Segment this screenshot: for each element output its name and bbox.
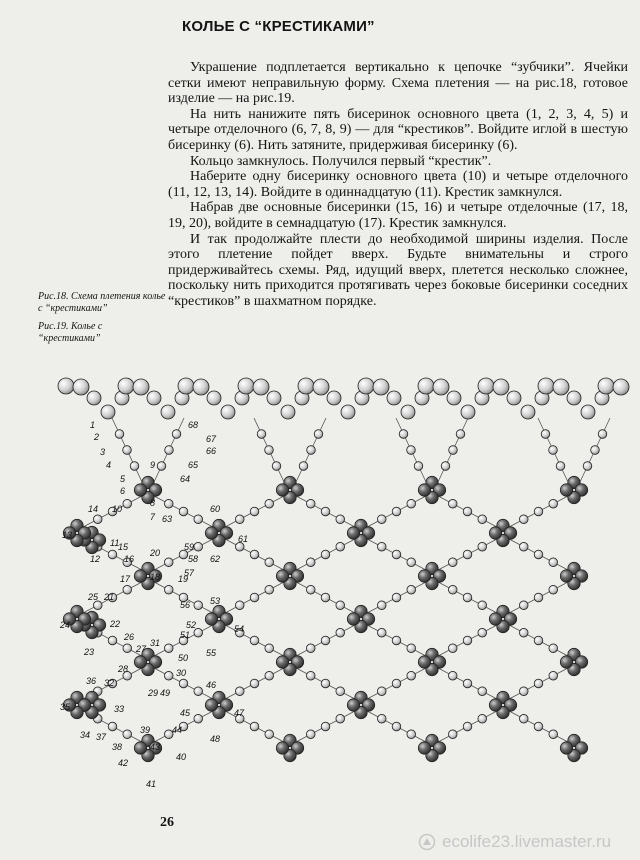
net-bead: [123, 446, 132, 455]
bead-number-label: 37: [96, 732, 107, 742]
net-bead: [265, 585, 274, 594]
net-bead: [534, 722, 543, 731]
net-bead: [250, 679, 259, 688]
net-bead: [463, 593, 472, 602]
net-bead: [549, 671, 558, 680]
chain-bead: [358, 378, 374, 394]
bead-number-label: 13: [62, 530, 73, 540]
bead-number-label: 2: [94, 432, 100, 442]
net-bead: [392, 722, 401, 731]
net-bead: [519, 515, 528, 524]
net-bead: [478, 601, 487, 610]
bead-number-label: 29: [148, 688, 159, 698]
net-bead: [399, 430, 408, 439]
bead-number-label: 58: [188, 554, 199, 564]
bead-number-label: 66: [206, 446, 217, 456]
net-bead: [336, 515, 345, 524]
paragraph-3: Кольцо замкнулось. Получился первый “крестик”.: [190, 153, 492, 169]
watermark: [418, 832, 611, 852]
net-bead: [306, 730, 315, 739]
bead-number-label: 26: [124, 632, 135, 642]
net-bead: [448, 644, 457, 653]
net-bead: [123, 730, 132, 739]
bead-number-label: 54: [234, 624, 245, 634]
net-bead: [448, 499, 457, 508]
net-bead: [407, 499, 416, 508]
net-bead: [377, 542, 386, 551]
net-bead: [392, 593, 401, 602]
net-bead: [108, 550, 117, 559]
chain-bead: [58, 378, 74, 394]
bead-number-label: 5: [120, 474, 126, 484]
chain-bead: [238, 378, 254, 394]
net-bead: [463, 679, 472, 688]
chain-bead: [581, 405, 595, 419]
chain-bead: [161, 405, 175, 419]
net-bead: [164, 499, 173, 508]
bead-number-label: 61: [238, 534, 249, 544]
net-bead: [157, 462, 166, 471]
net-bead: [478, 515, 487, 524]
net-bead: [549, 644, 558, 653]
bead-number-label: 1: [90, 420, 96, 430]
net-bead: [549, 499, 558, 508]
net-bead: [549, 446, 558, 455]
net-bead: [235, 515, 244, 524]
net-bead: [265, 558, 274, 567]
bead-number-label: 17: [120, 574, 131, 584]
bead-number-label: 22: [110, 619, 121, 629]
paragraph-1: Украшение подплетается вертикально к цепочке “зубчики”. Ячейки сетки имеют неправильную форму. Схема плетения — на рис.18, готовое изделие — на рис.19.: [168, 60, 628, 107]
bead-number-label: 65: [188, 460, 199, 470]
bead-number-label: 52: [186, 620, 197, 630]
chain-bead: [118, 378, 134, 394]
net-bead: [519, 628, 528, 637]
bead-number-label: 20: [150, 548, 161, 558]
net-bead: [414, 462, 423, 471]
net-bead: [336, 687, 345, 696]
net-bead: [272, 462, 281, 471]
bead-number-label: 3: [100, 447, 106, 457]
net-bead: [549, 730, 558, 739]
bead-number-label: 55: [206, 648, 217, 658]
net-bead: [448, 671, 457, 680]
bead-number-label: 64: [180, 474, 191, 484]
bead-number-label: 63: [162, 514, 173, 524]
net-bead: [314, 430, 323, 439]
cross-bead: [418, 656, 430, 668]
cross-bead: [418, 570, 430, 582]
bead-number-label: 59: [184, 542, 195, 552]
bead-number-label: 18: [150, 572, 161, 582]
bead-number-label: 68: [188, 420, 199, 430]
net-bead: [583, 462, 592, 471]
net-bead: [306, 499, 315, 508]
page-title: КОЛЬЕ С “КРЕСТИКАМИ”: [182, 18, 375, 35]
watermark-text: ecolife23.livemaster.ru: [442, 832, 612, 851]
net-bead: [250, 507, 259, 516]
page-number: 26: [160, 815, 174, 830]
net-bead: [519, 714, 528, 723]
chain-bead: [101, 405, 115, 419]
bead-number-label: 23: [84, 647, 95, 657]
bead-number-label: 32: [104, 678, 115, 688]
net-bead: [194, 515, 203, 524]
net-bead: [392, 507, 401, 516]
chain-bead: [461, 405, 475, 419]
cross-bead: [134, 742, 146, 754]
chain-bead: [447, 391, 461, 405]
net-bead: [321, 593, 330, 602]
bead-number-label: 31: [150, 638, 161, 648]
cross-bead: [560, 742, 572, 754]
net-bead: [392, 679, 401, 688]
cross-bead: [418, 484, 430, 496]
bead-number-label: 53: [210, 596, 221, 606]
net-bead: [549, 558, 558, 567]
bead-number-label: 45: [180, 708, 191, 718]
cross-bead: [560, 484, 572, 496]
net-bead: [448, 558, 457, 567]
net-bead: [377, 628, 386, 637]
chain-bead: [553, 379, 569, 395]
net-bead: [164, 585, 173, 594]
beading-diagram: [0, 350, 640, 820]
net-bead: [306, 558, 315, 567]
bead-number-label: 6: [120, 486, 126, 496]
bead-number-label: 34: [80, 730, 91, 740]
net-bead: [194, 601, 203, 610]
net-bead: [541, 430, 550, 439]
bead-number-label: 4: [106, 460, 112, 470]
net-bead: [306, 671, 315, 680]
bead-number-label: 21: [104, 592, 115, 602]
net-bead: [534, 507, 543, 516]
net-bead: [519, 687, 528, 696]
bead-number-label: 39: [140, 725, 151, 735]
bead-number-label: 40: [176, 752, 187, 762]
bead-number-label: 10: [112, 504, 123, 514]
chain-bead: [207, 391, 221, 405]
bead-number-label: 9: [150, 460, 156, 470]
bead-number-label: 24: [60, 620, 71, 630]
bead-number-label: 14: [88, 504, 99, 514]
net-bead: [194, 542, 203, 551]
cross-bead: [276, 742, 288, 754]
net-bead: [441, 462, 450, 471]
net-bead: [336, 628, 345, 637]
bead-number-label: 30: [176, 668, 187, 678]
chain-bead: [373, 379, 389, 395]
cross-bead: [347, 699, 359, 711]
cross-bead: [489, 613, 501, 625]
net-bead: [407, 644, 416, 653]
net-bead: [123, 644, 132, 653]
net-bead: [336, 714, 345, 723]
net-bead: [130, 462, 139, 471]
bead-number-label: 15: [118, 542, 129, 552]
cross-bead: [205, 527, 217, 539]
net-bead: [164, 671, 173, 680]
net-bead: [250, 593, 259, 602]
bead-number-label: 43: [150, 742, 161, 752]
chain-bead: [313, 379, 329, 395]
net-bead: [336, 601, 345, 610]
net-bead: [172, 430, 181, 439]
chain-bead: [267, 391, 281, 405]
net-bead: [534, 636, 543, 645]
livemaster-logo-icon: [418, 833, 436, 851]
cross-bead: [489, 527, 501, 539]
net-bead: [392, 550, 401, 559]
net-bead: [265, 730, 274, 739]
figure-18-caption: Рис.18. Схема плетения колье с “крестиками”: [38, 291, 166, 314]
bead-number-label: 62: [210, 554, 221, 564]
net-bead: [377, 601, 386, 610]
net-bead: [478, 628, 487, 637]
chain-bead: [567, 391, 581, 405]
net-bead: [321, 679, 330, 688]
bead-number-label: 41: [146, 779, 157, 789]
net-bead: [235, 687, 244, 696]
bead-number-label: 19: [178, 574, 189, 584]
bead-number-label: 25: [88, 592, 99, 602]
net-bead: [250, 550, 259, 559]
bead-number-label: 42: [118, 758, 129, 768]
cross-bead: [560, 570, 572, 582]
chain-bead: [193, 379, 209, 395]
chain-bead: [281, 405, 295, 419]
net-bead: [123, 499, 132, 508]
net-bead: [519, 601, 528, 610]
chain-bead: [298, 378, 314, 394]
net-bead: [478, 714, 487, 723]
net-bead: [556, 462, 565, 471]
net-bead: [377, 515, 386, 524]
net-bead: [478, 687, 487, 696]
chain-bead: [341, 405, 355, 419]
net-bead: [115, 430, 124, 439]
chain-bead: [87, 391, 101, 405]
net-bead: [306, 585, 315, 594]
net-bead: [306, 644, 315, 653]
net-bead: [407, 558, 416, 567]
net-bead: [179, 679, 188, 688]
paragraph-6: И так продолжайте плести до необходимой ширины изделия. После этого плетение пойдет вверх. Будьте внимательны и строго придерживайтесь схемы. Ряд, идущий вверх, плетется несколько сложнее, поскольку нить приходится протягивать через боковые бисеринки соседних “крестиков” в шахматном порядке.: [168, 231, 628, 309]
bead-number-label: 16: [124, 554, 135, 564]
bead-number-label: 28: [118, 664, 129, 674]
bead-number-label: 49: [160, 688, 171, 698]
chain-bead: [538, 378, 554, 394]
net-bead: [321, 550, 330, 559]
bead-number-label: 48: [210, 734, 221, 744]
bead-number-label: 51: [180, 630, 191, 640]
bead-number-label: 56: [180, 600, 191, 610]
bead-number-label: 11: [110, 538, 120, 548]
bead-number-label: 35: [60, 702, 71, 712]
net-bead: [534, 550, 543, 559]
net-bead: [598, 430, 607, 439]
net-bead: [250, 722, 259, 731]
net-bead: [463, 507, 472, 516]
net-bead: [265, 644, 274, 653]
chain-bead: [598, 378, 614, 394]
chain-bead: [178, 378, 194, 394]
net-bead: [519, 542, 528, 551]
chain-bead: [521, 405, 535, 419]
net-bead: [407, 585, 416, 594]
net-bead: [377, 714, 386, 723]
net-bead: [534, 679, 543, 688]
cross-bead: [205, 699, 217, 711]
bead-number-label: 57: [184, 568, 195, 578]
net-bead: [407, 671, 416, 680]
net-bead: [179, 507, 188, 516]
bead-number-label: 67: [206, 434, 217, 444]
cross-bead: [205, 613, 217, 625]
chain-bead: [387, 391, 401, 405]
figure-19-caption: Рис.19. Колье с “крестиками”: [38, 321, 103, 344]
net-bead: [534, 593, 543, 602]
net-bead: [299, 462, 308, 471]
net-bead: [478, 542, 487, 551]
cross-bead: [276, 570, 288, 582]
net-bead: [392, 636, 401, 645]
bead-number-label: 38: [112, 742, 123, 752]
net-bead: [463, 722, 472, 731]
paragraph-4: Наберите одну бисеринку основного цвета (10) и четыре отделочного (11, 12, 13, 14). Войдите в одиннадцатую (11). Крестик замкнулся.: [168, 169, 628, 200]
paragraph-2: На нить нанижите пять бисеринок основного цвета (1, 2, 3, 4, 5) и четыре отделочного (6, 7, 8, 9) — для “крестиков”. Войдите иглой в шестую бисеринку (6). Нить затяните, придерживая бисеринку (6).: [168, 106, 628, 153]
chain-bead: [507, 391, 521, 405]
net-bead: [257, 430, 266, 439]
net-bead: [307, 446, 316, 455]
paragraph-5: Набрав две основные бисеринки (15, 16) и четыре отделочные (17, 18, 19, 20), войдите в семнадцатую (17). Крестик замкнулся.: [168, 200, 628, 231]
net-bead: [194, 687, 203, 696]
net-bead: [463, 550, 472, 559]
cross-bead: [347, 613, 359, 625]
net-bead: [407, 730, 416, 739]
cross-bead: [347, 527, 359, 539]
bead-number-label: 46: [206, 680, 217, 690]
net-bead: [265, 671, 274, 680]
net-bead: [449, 446, 458, 455]
net-bead: [456, 430, 465, 439]
net-bead: [549, 585, 558, 594]
net-bead: [123, 585, 132, 594]
net-bead: [336, 542, 345, 551]
chain-bead: [478, 378, 494, 394]
bead-number-label: 44: [172, 725, 183, 735]
net-bead: [448, 730, 457, 739]
bead-number-label: 8: [150, 498, 156, 508]
net-bead: [377, 687, 386, 696]
cross-bead: [276, 484, 288, 496]
chain-bead: [147, 391, 161, 405]
chain-bead: [433, 379, 449, 395]
net-bead: [321, 507, 330, 516]
bead-number-label: 47: [234, 708, 245, 718]
cross-bead: [560, 656, 572, 668]
net-bead: [235, 601, 244, 610]
chain-bead: [221, 405, 235, 419]
bead-number-label: 50: [178, 653, 189, 663]
cross-bead: [276, 656, 288, 668]
chain-bead: [613, 379, 629, 395]
cross-bead: [489, 699, 501, 711]
net-bead: [591, 446, 600, 455]
bead-number-label: 12: [90, 554, 101, 564]
chain-bead: [327, 391, 341, 405]
net-bead: [194, 714, 203, 723]
bead-number-label: 33: [114, 704, 125, 714]
chain-bead: [133, 379, 149, 395]
chain-bead: [73, 379, 89, 395]
net-bead: [164, 644, 173, 653]
net-bead: [165, 446, 174, 455]
chain-bead: [493, 379, 509, 395]
net-bead: [164, 558, 173, 567]
instructions-text: [168, 60, 628, 310]
net-bead: [448, 585, 457, 594]
chain-bead: [418, 378, 434, 394]
bead-number-label: 36: [86, 676, 97, 686]
net-bead: [250, 636, 259, 645]
chain-bead: [401, 405, 415, 419]
net-bead: [93, 601, 102, 610]
net-bead: [463, 636, 472, 645]
chain-bead: [253, 379, 269, 395]
cross-bead: [134, 484, 146, 496]
bead-number-label: 60: [210, 504, 221, 514]
net-bead: [108, 636, 117, 645]
bead-number-label: 7: [150, 512, 156, 522]
net-bead: [265, 446, 274, 455]
net-bead: [407, 446, 416, 455]
cross-bead: [134, 656, 146, 668]
net-bead: [265, 499, 274, 508]
cross-bead: [418, 742, 430, 754]
net-bead: [321, 722, 330, 731]
net-bead: [108, 722, 117, 731]
net-bead: [321, 636, 330, 645]
cross-bead: [134, 570, 146, 582]
net-bead: [93, 515, 102, 524]
bead-number-label: 27: [136, 644, 147, 654]
